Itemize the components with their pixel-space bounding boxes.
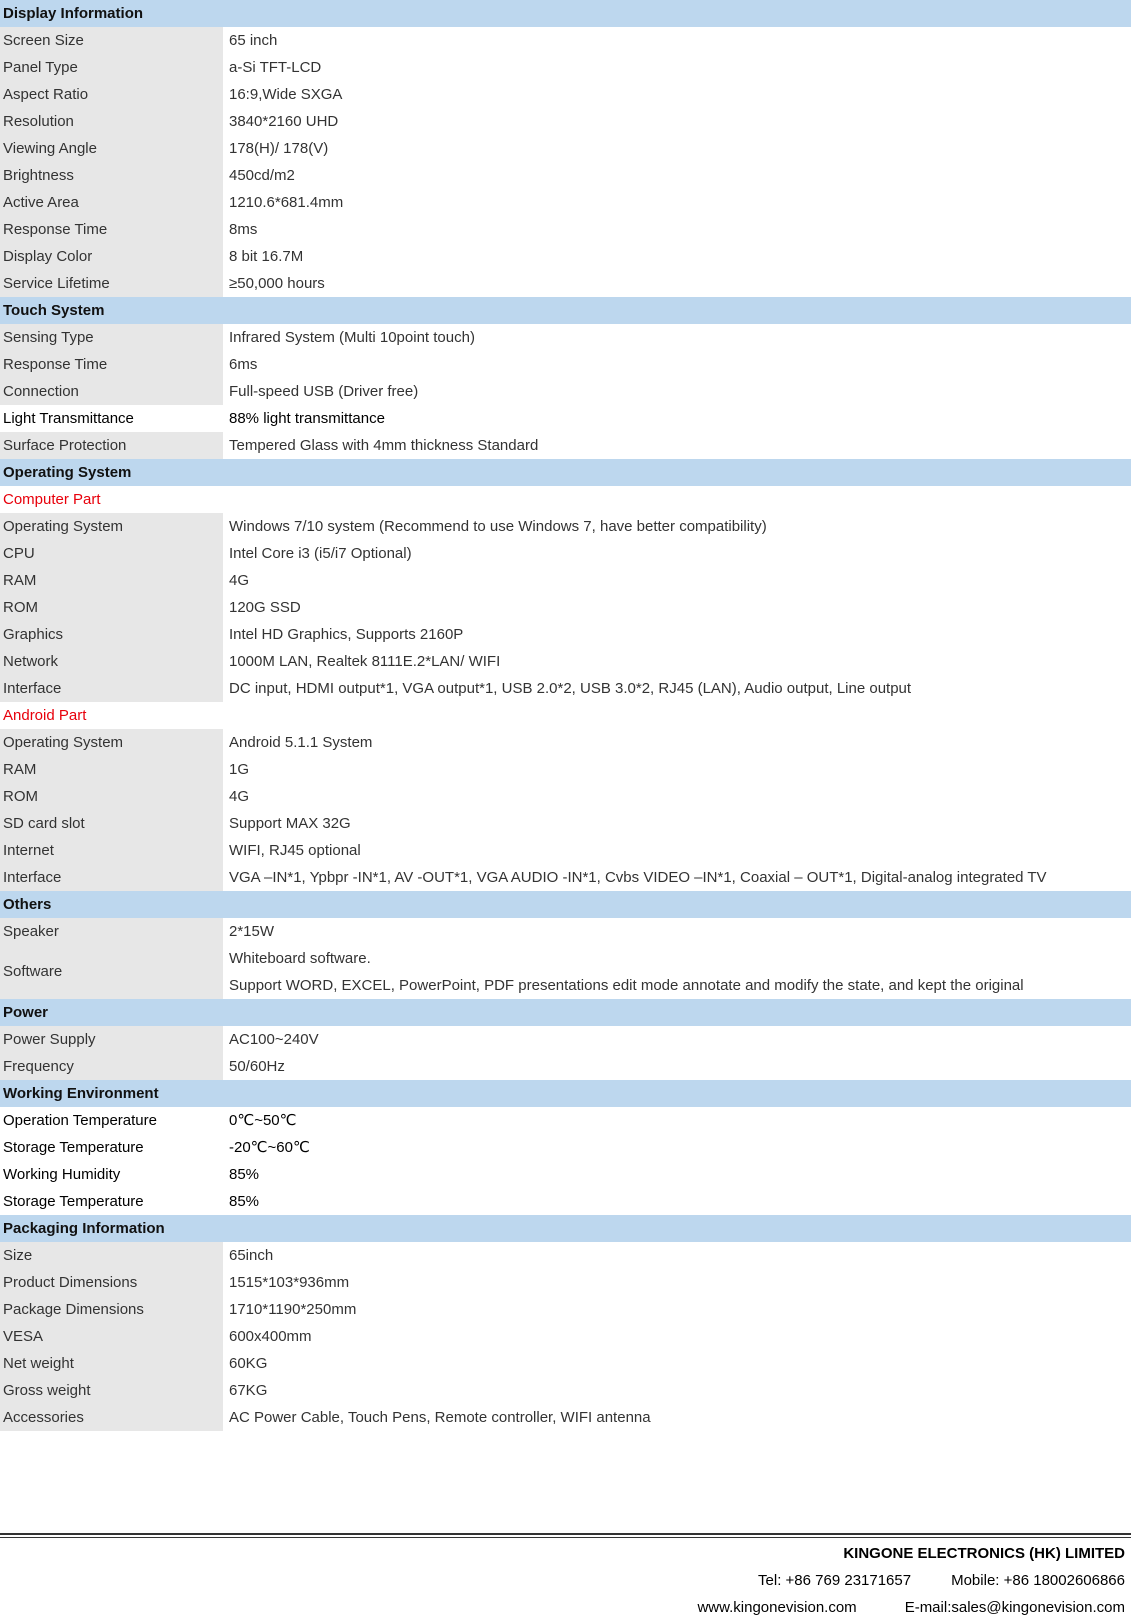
spec-value: 3840*2160 UHD xyxy=(229,113,339,130)
spec-row xyxy=(0,54,1131,81)
spec-row xyxy=(0,918,1131,945)
spec-label: Package Dimensions xyxy=(0,1296,223,1323)
spec-row xyxy=(0,216,1131,243)
spec-label: Accessories xyxy=(0,1404,223,1431)
spec-value: Full-speed USB (Driver free) xyxy=(229,383,419,400)
spec-value: 50/60Hz xyxy=(229,1058,285,1075)
spec-value: 1G xyxy=(229,761,250,778)
spec-label: Frequency xyxy=(0,1053,223,1080)
spec-row xyxy=(0,1026,1131,1053)
spec-row xyxy=(0,27,1131,54)
spec-value: AC100~240V xyxy=(229,1031,319,1048)
company-footer xyxy=(0,1533,1131,1621)
spec-label: Service Lifetime xyxy=(0,270,223,297)
spec-label: VESA xyxy=(0,1323,223,1350)
spec-value: 85% xyxy=(229,1193,260,1210)
spec-row xyxy=(0,432,1131,459)
spec-row xyxy=(0,189,1131,216)
section-header: Working Environment xyxy=(0,1080,1131,1107)
spec-row xyxy=(0,729,1131,756)
contact-phones xyxy=(0,1567,1131,1594)
spec-value: 8 bit 16.7M xyxy=(229,248,304,265)
spec-value: 2*15W xyxy=(229,923,275,940)
footer-divider xyxy=(0,1533,1131,1535)
spec-value: 178(H)/ 178(V) xyxy=(229,140,329,157)
spec-value: Intel HD Graphics, Supports 2160P xyxy=(229,626,464,643)
spec-row xyxy=(0,945,1131,999)
spec-label: CPU xyxy=(0,540,223,567)
company-name: KINGONE ELECTRONICS (HK) LIMITED xyxy=(843,1545,1125,1562)
spec-value: 60KG xyxy=(229,1355,268,1372)
spec-label: RAM xyxy=(0,756,223,783)
section-header: Touch System xyxy=(0,297,1131,324)
spec-value-line: Whiteboard software. xyxy=(229,950,371,967)
spec-label: Resolution xyxy=(0,108,223,135)
subsection-header: Android Part xyxy=(0,702,1131,729)
spec-label: Screen Size xyxy=(0,27,223,54)
spec-row xyxy=(0,162,1131,189)
spec-row xyxy=(0,810,1131,837)
spec-row xyxy=(0,270,1131,297)
spec-row xyxy=(0,1161,1131,1188)
section-header: Packaging Information xyxy=(0,1215,1131,1242)
spec-value: Windows 7/10 system (Recommend to use Windows 7, have better compatibility) xyxy=(229,518,767,535)
spec-row xyxy=(0,1350,1131,1377)
spec-row xyxy=(0,378,1131,405)
spec-label: Product Dimensions xyxy=(0,1269,223,1296)
spec-value: 67KG xyxy=(229,1382,268,1399)
spec-value: 88% light transmittance xyxy=(229,410,385,427)
spec-row xyxy=(0,351,1131,378)
spec-label: Working Humidity xyxy=(0,1161,223,1188)
spec-row xyxy=(0,594,1131,621)
spec-value: -20℃~60℃ xyxy=(229,1139,310,1156)
spec-label: Speaker xyxy=(0,918,223,945)
spec-row xyxy=(0,513,1131,540)
spec-value xyxy=(223,945,1131,999)
spec-label: SD card slot xyxy=(0,810,223,837)
spec-label: Storage Temperature xyxy=(0,1188,223,1215)
spec-label: Internet xyxy=(0,837,223,864)
spec-value: 65inch xyxy=(229,1247,274,1264)
spec-row xyxy=(0,1323,1131,1350)
spec-value: Support MAX 32G xyxy=(229,815,351,832)
spec-row xyxy=(0,783,1131,810)
mobile-phone: Mobile: +86 18002606866 xyxy=(951,1572,1125,1589)
spec-label: Interface xyxy=(0,864,223,891)
spec-value: 85% xyxy=(229,1166,260,1183)
spec-label: Operation Temperature xyxy=(0,1107,223,1134)
spec-value: Tempered Glass with 4mm thickness Standard xyxy=(229,437,539,454)
spec-row xyxy=(0,540,1131,567)
spec-label: Operating System xyxy=(0,729,223,756)
spec-row xyxy=(0,135,1131,162)
spec-label: RAM xyxy=(0,567,223,594)
spec-row xyxy=(0,1242,1131,1269)
spec-row xyxy=(0,567,1131,594)
spec-label: Active Area xyxy=(0,189,223,216)
spec-value: 4G xyxy=(229,572,250,589)
spec-value: Android 5.1.1 System xyxy=(229,734,373,751)
subsection-header: Computer Part xyxy=(0,486,1131,513)
spec-label: Brightness xyxy=(0,162,223,189)
spec-row xyxy=(0,1404,1131,1431)
spec-row xyxy=(0,1188,1131,1215)
spec-label: Net weight xyxy=(0,1350,223,1377)
spec-value: Infrared System (Multi 10point touch) xyxy=(229,329,475,346)
spec-value: 8ms xyxy=(229,221,258,238)
section-header: Others xyxy=(0,891,1131,918)
spec-label: ROM xyxy=(0,594,223,621)
spec-row xyxy=(0,675,1131,702)
spec-value: ≥50,000 hours xyxy=(229,275,325,292)
spec-label: ROM xyxy=(0,783,223,810)
spec-value: 16:9,Wide SXGA xyxy=(229,86,343,103)
spec-label: Panel Type xyxy=(0,54,223,81)
spec-row xyxy=(0,405,1131,432)
spec-label: Sensing Type xyxy=(0,324,223,351)
spec-value: 65 inch xyxy=(229,32,278,49)
spec-label: Response Time xyxy=(0,216,223,243)
section-header: Power xyxy=(0,999,1131,1026)
spec-value-line: Support WORD, EXCEL, PowerPoint, PDF presentations edit mode annotate and modify the state, and kept the original xyxy=(229,977,1024,994)
telephone: Tel: +86 769 23171657 xyxy=(758,1572,912,1589)
spec-label: Storage Temperature xyxy=(0,1134,223,1161)
contact-web xyxy=(0,1594,1131,1621)
spec-row xyxy=(0,1134,1131,1161)
spec-label: Connection xyxy=(0,378,223,405)
spec-label: Response Time xyxy=(0,351,223,378)
spec-label: Graphics xyxy=(0,621,223,648)
spec-value: 1210.6*681.4mm xyxy=(229,194,344,211)
spec-label: Interface xyxy=(0,675,223,702)
section-header: Display Information xyxy=(0,0,1131,27)
spec-label: Software xyxy=(0,945,223,999)
spec-row xyxy=(0,81,1131,108)
spec-label: Gross weight xyxy=(0,1377,223,1404)
spec-label: Viewing Angle xyxy=(0,135,223,162)
spec-value: VGA –IN*1, Ypbpr -IN*1, AV -OUT*1, VGA AUDIO -IN*1, Cvbs VIDEO –IN*1, Coaxial – OUT*1, Digital-analog integrated TV xyxy=(229,869,1047,886)
spec-row xyxy=(0,1269,1131,1296)
spec-value: a-Si TFT-LCD xyxy=(229,59,322,76)
spec-row xyxy=(0,864,1131,891)
footer-divider-thin xyxy=(0,1537,1131,1538)
section-header: Operating System xyxy=(0,459,1131,486)
spec-value: 6ms xyxy=(229,356,258,373)
spec-label: Operating System xyxy=(0,513,223,540)
spec-row xyxy=(0,324,1131,351)
spec-label: Light Transmittance xyxy=(0,405,223,432)
website-link[interactable]: www.kingonevision.com xyxy=(697,1599,857,1616)
spec-label: Size xyxy=(0,1242,223,1269)
spec-value: DC input, HDMI output*1, VGA output*1, USB 2.0*2, USB 3.0*2, RJ45 (LAN), Audio output, Line output xyxy=(229,680,912,697)
spec-value: 120G SSD xyxy=(229,599,301,616)
spec-value: WIFI, RJ45 optional xyxy=(229,842,361,859)
spec-row xyxy=(0,1377,1131,1404)
spec-value: 1710*1190*250mm xyxy=(229,1301,357,1318)
email-link[interactable]: E-mail:sales@kingonevision.com xyxy=(904,1599,1125,1616)
spec-label: Power Supply xyxy=(0,1026,223,1053)
spec-row xyxy=(0,108,1131,135)
spec-row xyxy=(0,621,1131,648)
spec-value: 450cd/m2 xyxy=(229,167,295,184)
spec-row xyxy=(0,1107,1131,1134)
spec-label: Network xyxy=(0,648,223,675)
spec-row xyxy=(0,648,1131,675)
spec-label: Aspect Ratio xyxy=(0,81,223,108)
spec-value: 0℃~50℃ xyxy=(229,1112,297,1129)
spec-value: AC Power Cable, Touch Pens, Remote controller, WIFI antenna xyxy=(229,1409,651,1426)
spec-label: Surface Protection xyxy=(0,432,223,459)
spec-value: 4G xyxy=(229,788,250,805)
spec-value: 600x400mm xyxy=(229,1328,312,1345)
spec-row xyxy=(0,837,1131,864)
spec-label: Display Color xyxy=(0,243,223,270)
spec-value: 1000M LAN, Realtek 8111E.2*LAN/ WIFI xyxy=(229,653,501,670)
spec-row xyxy=(0,243,1131,270)
spec-value: 1515*103*936mm xyxy=(229,1274,350,1291)
spec-row xyxy=(0,756,1131,783)
spec-value: Intel Core i3 (i5/i7 Optional) xyxy=(229,545,412,562)
spec-row xyxy=(0,1296,1131,1323)
spec-row xyxy=(0,1053,1131,1080)
